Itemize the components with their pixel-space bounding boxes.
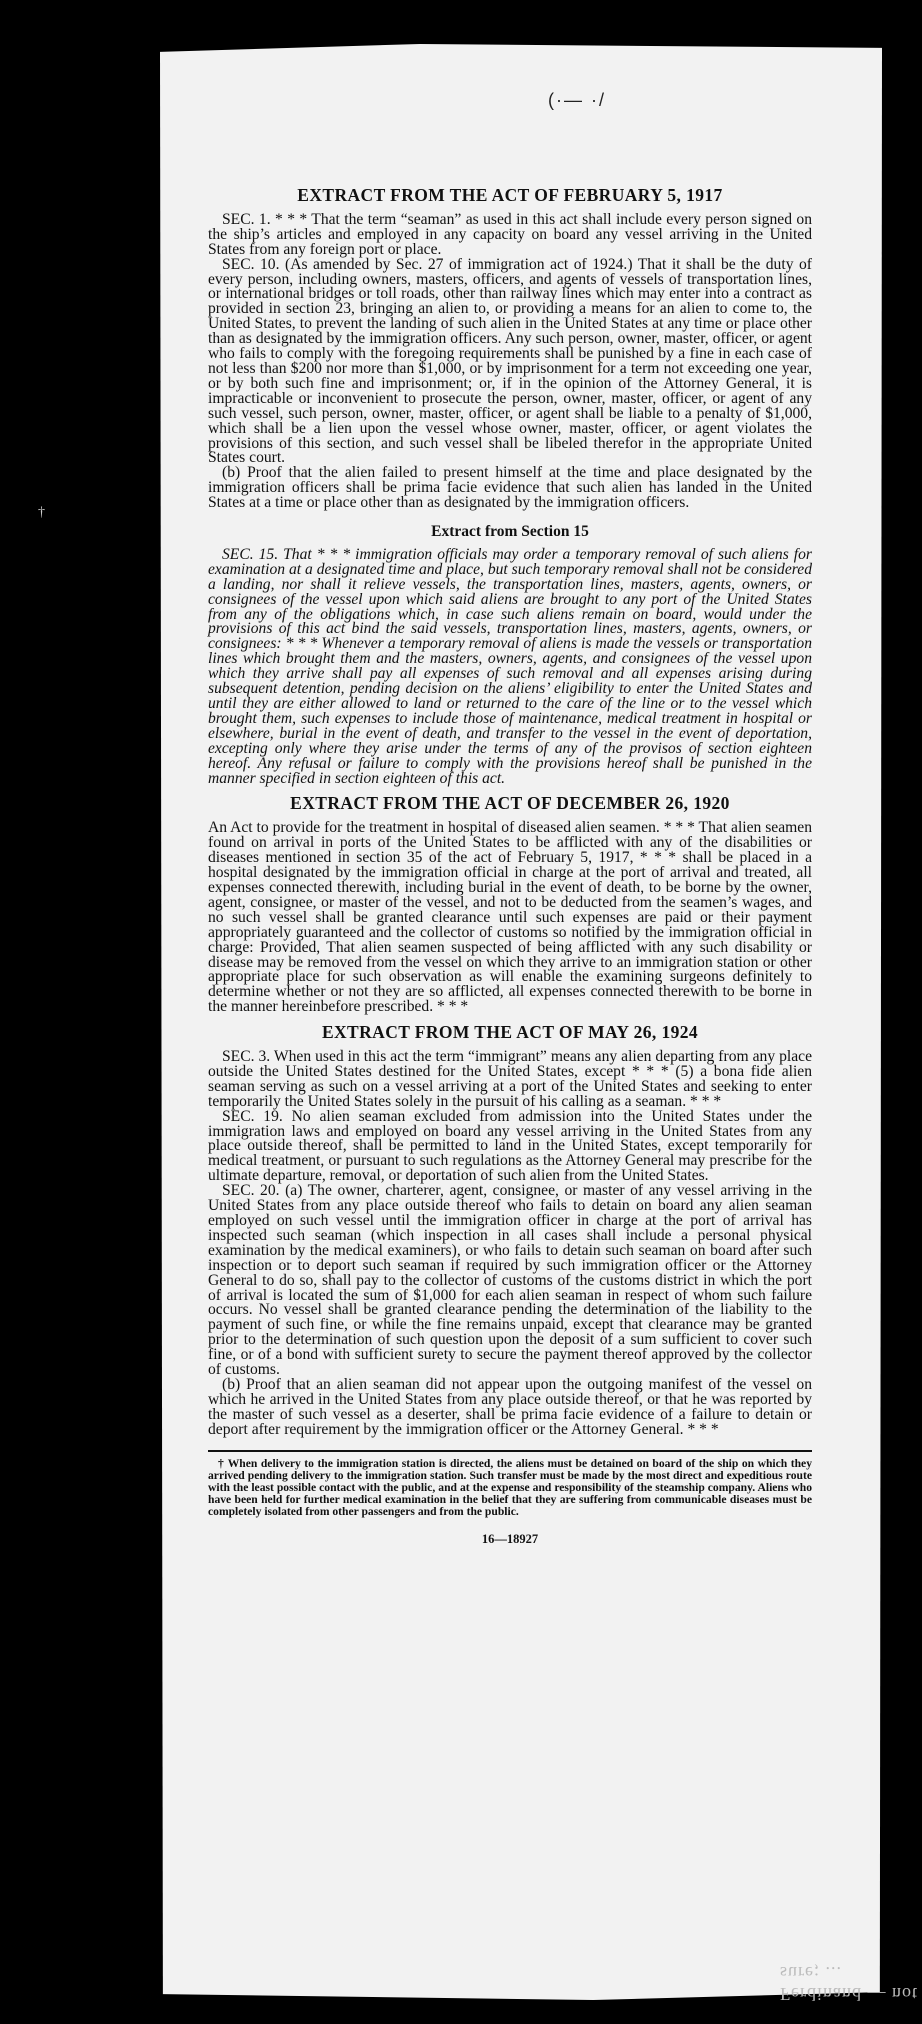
paragraph-sec-10: SEC. 10. (As amended by Sec. 27 of immigration act of 1924.) That it shall be the duty of every person, including owners, masters, officers, and agents of vessels of transportation lines, or international bridges or toll roads, other than railway lines which may enter into a contract as provided in section 23, bringing an alien to, or providing a means for an alien to come to, the United States, to prevent the landing of such alien in the United States at any time or place other than as designated by the immigration officers. Any such person, owner, master, officer, or agent who fails to comply with the foregoing requirements shall be punished by a fine in each case of not less than $200 nor more than $1,000, or by imprisonment for a term not exceeding one year, or by both such fine and imprisonment; or, if in the opinion of the Attorney General, it is impracticable or inconvenient to prosecute the person, owner, master, officer, or agent of any such vessel, such person, owner, master, officer, or agent shall be liable to a penalty of $1,000, which shall be a lien upon the vessel whose owner, master, officer, or agent violates the provisions of this section, and such vessel shall be libeled therefor in the appropriate United States court. <box>208 255 812 467</box>
heading-may-1924: EXTRACT FROM THE ACT OF MAY 26, 1924 <box>321 1022 699 1043</box>
form-number: 16—18927 <box>481 1531 539 1546</box>
margin-mark: † <box>38 505 45 520</box>
paragraph-sec-10-b: (b) Proof that the alien failed to present himself at the time and place designated by the immigration officers shall be prima facie evidence that such alien has landed in the United States at a time or place other than as designated by the immigration officers. <box>208 464 812 512</box>
section-15 <box>208 545 812 787</box>
paragraph-sec-15: SEC. 15. That * * * immigration officials may order a temporary removal of such aliens for examination at a designated time and place, but such temporary removal shall not be considered a landing, nor shall it relieve vessels, the transportation lines, masters, agents, owners, or consignees of the vessel upon which said aliens are brought to any port of the United States from any of the obligations which, in case such aliens remain on board, would under the provisions of this act bind the said vessels, transportation lines, masters, agents, owners, or consignees: * * * Whenever a temporary removal of aliens is made the vessels or transportation lines which brought them and the masters, owners, agents, and consignees of the vessel upon which they arrive shall pay all expenses of such removal and all expenses arising during subsequent detention, pending decision on the aliens’ eligibility to enter the United States and until they are either allowed to land or returned to the care of the line or to the vessel which brought them, such expenses to include those of maintenance, medical treatment in hospital or elsewhere, burial in the event of death, and transfer to the vessel in the event of deportation, excepting only where they arise under the terms of any of the provisos of section eighteen hereof. Any refusal or failure to comply with the provisions hereof shall be punished in the manner specified in section eighteen of this act. <box>208 545 812 787</box>
footnote <box>208 1458 812 1518</box>
heading-feb-1917: EXTRACT FROM THE ACT OF FEBRUARY 5, 1917 <box>297 185 723 205</box>
bleed-through-text: Ferdinand — not sure; ... <box>780 1963 918 2004</box>
heading-dec-1920: EXTRACT FROM THE ACT OF DECEMBER 26, 1920 <box>290 793 730 814</box>
handwritten-mark: (·— ·/ <box>548 90 606 110</box>
paragraph-sec-19: SEC. 19. No alien seaman excluded from admission into the United States under the immigration laws and employed on board any vessel arriving in the United States from any place outside thereof, shall be permitted to land in the United States, except temporarily for medical treatment, or pursuant to such regulations as the Attorney General may prescribe for the ultimate departure, removal, or deportation of such alien from the United States. <box>208 1107 812 1185</box>
paragraph-sec-3: SEC. 3. When used in this act the term “immigrant” means any alien departing from any place outside the United States destined for the United States, except * * * (5) a bona fide alien seaman serving as such on a vessel arriving at a port of the United States and seeking to enter temporarily the United States solely in the pursuit of his calling as a seaman. * * * <box>208 1048 812 1110</box>
footnote-divider <box>208 1450 812 1452</box>
section-may-1924 <box>208 1050 812 1438</box>
document-body <box>208 186 812 1547</box>
section-dec-1920 <box>208 821 812 1015</box>
paragraph-dec-1920: An Act to provide for the treatment in hospital of diseased alien seamen. * * * That alien seamen found on arrival in ports of the United States to be afflicted with any of the disabilities or diseases mentioned in section 35 of the act of February 5, 1917, * * * shall be placed in a hospital designated by the immigration official in charge at the port of arrival and treated, all expenses connected therewith, including burial in the event of death, to be borne by the owner, agent, consignee, or master of the vessel, and not to be deducted from the seamen’s wages, and no such vessel shall be granted clearance until such expenses are paid or their payment appropriately guaranteed and the collector of customs so notified by the immigration official in charge: Provided, That alien seamen suspected of being afflicted with any such disability or disease may be removed from the vessel on which they arrive to an immigration station or other appropriate place for such observation as will enable the examining surgeons definitely to determine whether or not they are so afflicted, all expenses connected therewith to be borne in the manner hereinbefore prescribed. * * * <box>208 819 812 1016</box>
section-feb-1917 <box>208 210 812 512</box>
footnote-text: † When delivery to the immigration station is directed, the aliens must be detained on board of the ship on which they arrived pending delivery to the immigration station. Such transfer must be made by the most direct and expeditious route with the least possible contact with the public, and at the expense and responsibility of the steamship company. Aliens who have been held for further medical examination in the belief that they are suffering from communicable diseases must be completely isolated from other passengers and from the public. <box>208 1456 812 1518</box>
heading-section-15: Extract from Section 15 <box>431 523 589 541</box>
paragraph-sec-20-b: (b) Proof that an alien seaman did not appear upon the outgoing manifest of the vessel on which he arrived in the United States from any place outside thereof, or that he was reported by the master of such vessel as a deserter, shall be prima facie evidence of a failure to detain or deport after requirement by the immigration officer or the Attorney General. * * * <box>208 1375 812 1438</box>
paragraph-sec-20-a: SEC. 20. (a) The owner, charterer, agent, consignee, or master of any vessel arriving in the United States from any place outside thereof who fails to detain on board any alien seaman employed on such vessel until the immigration officer in charge at the port of arrival has inspected such seaman (which inspection in all cases shall include a personal physical examination by the medical examiners), or who fails to detain such seaman on board after such inspection or to deport such seaman if required by such immigration officer or the Attorney General to do so, shall pay to the collector of customs of the customs district in which the port of arrival is located the sum of $1,000 for each alien seaman in respect of whom such failure occurs. No vessel shall be granted clearance pending the determination of the liability to the payment of such fine, or while the fine remains unpaid, except that clearance may be granted prior to the determination of such question upon the deposit of a sum sufficient to cover such fine, or of a bond with sufficient surety to secure the payment thereof approved by the collector of customs. <box>208 1182 812 1379</box>
paragraph-sec-1: SEC. 1. * * * That the term “seaman” as used in this act shall include every person signed on the ship’s articles and employed in any capacity on board any vessel arriving in the United States from any foreign port or place. <box>208 210 812 258</box>
